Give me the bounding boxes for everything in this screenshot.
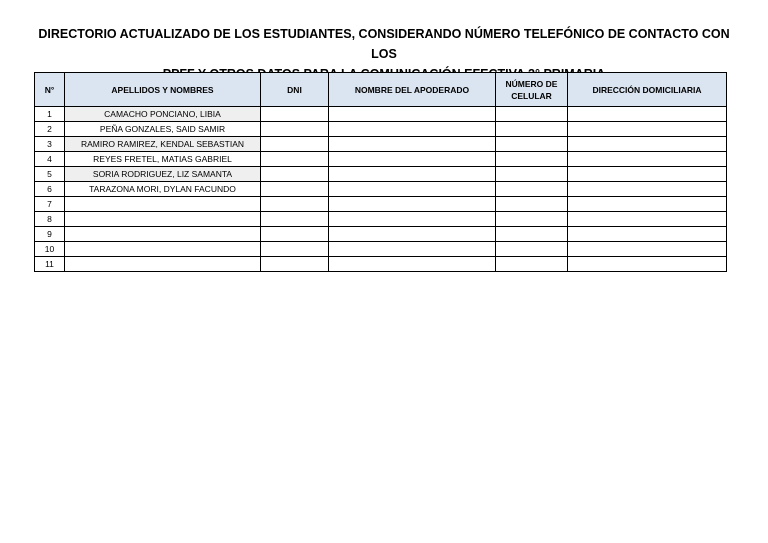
cell-number: 5 [35, 167, 65, 182]
header-phone-number: NÚMERO DE CELULAR [496, 73, 568, 107]
header-dni: DNI [261, 73, 329, 107]
cell-student-name[interactable]: REYES FRETEL, MATIAS GABRIEL [65, 152, 261, 167]
cell-number: 1 [35, 107, 65, 122]
table-row [35, 212, 727, 227]
cell-dni[interactable] [261, 227, 329, 242]
table-row [35, 122, 727, 137]
cell-address[interactable] [568, 242, 727, 257]
header-number: N° [35, 73, 65, 107]
cell-dni[interactable] [261, 167, 329, 182]
cell-dni[interactable] [261, 257, 329, 272]
cell-student-name[interactable]: SORIA RODRIGUEZ, LIZ SAMANTA [65, 167, 261, 182]
table-row [35, 182, 727, 197]
cell-address[interactable] [568, 182, 727, 197]
cell-guardian[interactable] [329, 167, 496, 182]
cell-number: 3 [35, 137, 65, 152]
title-line-1: DIRECTORIO ACTUALIZADO DE LOS ESTUDIANTES, CONSIDERANDO NÚMERO TELEFÓNICO DE CONTACTO CON LOS [38, 27, 730, 61]
cell-phone[interactable] [496, 242, 568, 257]
cell-dni[interactable] [261, 152, 329, 167]
cell-address[interactable] [568, 152, 727, 167]
cell-address[interactable] [568, 227, 727, 242]
table-row [35, 137, 727, 152]
cell-guardian[interactable] [329, 197, 496, 212]
cell-guardian[interactable] [329, 152, 496, 167]
cell-dni[interactable] [261, 107, 329, 122]
cell-student-name[interactable] [65, 197, 261, 212]
table-row [35, 242, 727, 257]
cell-guardian[interactable] [329, 242, 496, 257]
cell-student-name[interactable]: CAMACHO PONCIANO, LIBIA [65, 107, 261, 122]
cell-phone[interactable] [496, 137, 568, 152]
table-row [35, 167, 727, 182]
cell-student-name[interactable] [65, 242, 261, 257]
table-row [35, 227, 727, 242]
cell-guardian[interactable] [329, 137, 496, 152]
header-guardian-name: NOMBRE DEL APODERADO [329, 73, 496, 107]
cell-dni[interactable] [261, 197, 329, 212]
cell-address[interactable] [568, 137, 727, 152]
cell-number: 7 [35, 197, 65, 212]
cell-dni[interactable] [261, 122, 329, 137]
cell-dni[interactable] [261, 137, 329, 152]
cell-number: 9 [35, 227, 65, 242]
table-row [35, 152, 727, 167]
table-header-row [35, 73, 727, 107]
cell-guardian[interactable] [329, 182, 496, 197]
cell-address[interactable] [568, 122, 727, 137]
cell-number: 11 [35, 257, 65, 272]
cell-student-name[interactable]: PEÑA GONZALES, SAID SAMIR [65, 122, 261, 137]
header-names: APELLIDOS Y NOMBRES [65, 73, 261, 107]
cell-number: 4 [35, 152, 65, 167]
cell-address[interactable] [568, 257, 727, 272]
cell-student-name[interactable]: TARAZONA MORI, DYLAN FACUNDO [65, 182, 261, 197]
cell-guardian[interactable] [329, 227, 496, 242]
cell-phone[interactable] [496, 167, 568, 182]
cell-dni[interactable] [261, 212, 329, 227]
cell-phone[interactable] [496, 122, 568, 137]
cell-address[interactable] [568, 197, 727, 212]
cell-student-name[interactable] [65, 257, 261, 272]
cell-student-name[interactable] [65, 227, 261, 242]
cell-address[interactable] [568, 107, 727, 122]
header-home-address: DIRECCIÓN DOMICILIARIA [568, 73, 727, 107]
cell-phone[interactable] [496, 227, 568, 242]
cell-phone[interactable] [496, 107, 568, 122]
cell-guardian[interactable] [329, 257, 496, 272]
table-row [35, 197, 727, 212]
cell-dni[interactable] [261, 182, 329, 197]
cell-phone[interactable] [496, 257, 568, 272]
cell-address[interactable] [568, 167, 727, 182]
cell-number: 2 [35, 122, 65, 137]
cell-guardian[interactable] [329, 212, 496, 227]
cell-phone[interactable] [496, 182, 568, 197]
cell-student-name[interactable] [65, 212, 261, 227]
cell-dni[interactable] [261, 242, 329, 257]
cell-address[interactable] [568, 212, 727, 227]
cell-guardian[interactable] [329, 107, 496, 122]
table-row [35, 107, 727, 122]
cell-guardian[interactable] [329, 122, 496, 137]
cell-number: 10 [35, 242, 65, 257]
cell-phone[interactable] [496, 152, 568, 167]
cell-student-name[interactable]: RAMIRO RAMIREZ, KENDAL SEBASTIAN [65, 137, 261, 152]
cell-phone[interactable] [496, 197, 568, 212]
table-row [35, 257, 727, 272]
cell-phone[interactable] [496, 212, 568, 227]
cell-number: 6 [35, 182, 65, 197]
cell-number: 8 [35, 212, 65, 227]
student-directory-table [34, 72, 727, 272]
